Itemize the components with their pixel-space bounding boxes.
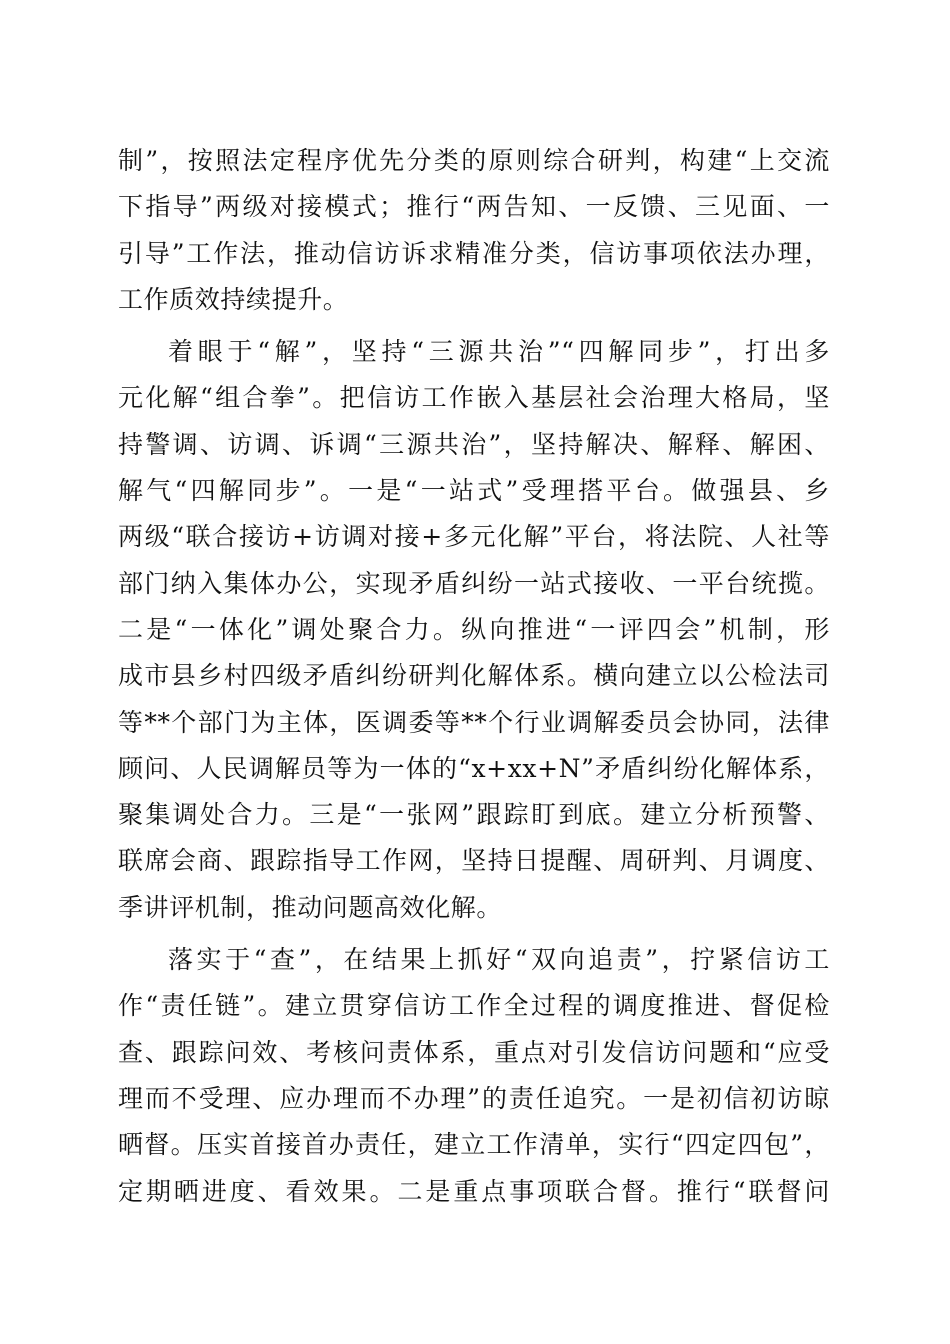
body-text [118, 138, 830, 1215]
text-line: 季讲评机制，推动问题高效化解。 [118, 892, 503, 922]
text-line: 查、跟踪问效、考核问责体系，重点对引发信访问题和“应受 [118, 1037, 830, 1067]
text-line: 定期晒进度、看效果。二是重点事项联合督。推行“联督问 [118, 1176, 830, 1206]
text-line: 持警调、访调、诉调“三源共治”，坚持解决、解释、解困、 [118, 429, 830, 459]
text-line: 工作质效持续提升。 [118, 284, 349, 314]
text-line: 元化解“组合拳”。把信访工作嵌入基层社会治理大格局，坚 [118, 383, 830, 413]
text-line: 作“责任链”。建立贯穿信访工作全过程的调度推进、督促检 [118, 991, 830, 1021]
text-line: 聚集调处合力。三是“一张网”跟踪盯到底。建立分析预警、 [118, 800, 830, 830]
text-line: 顾问、人民调解员等为一体的“x+xx+N”矛盾纠纷化解体系， [118, 753, 830, 783]
text-line: 着眼于“解”，坚持“三源共治”“四解同步”，打出多 [168, 337, 830, 367]
text-line: 二是“一体化”调处聚合力。纵向推进“一评四会”机制，形 [118, 614, 830, 644]
text-line: 两级“联合接访+访调对接+多元化解”平台，将法院、人社等 [118, 522, 830, 552]
text-line: 等**个部门为主体，医调委等**个行业调解委员会协同，法律 [118, 707, 830, 737]
text-line: 联席会商、跟踪指导工作网，坚持日提醒、周研判、月调度、 [118, 846, 830, 876]
text-line: 落实于“查”，在结果上抓好“双向追责”，拧紧信访工 [168, 945, 830, 975]
text-line: 制”，按照法定程序优先分类的原则综合研判，构建“上交流 [118, 146, 830, 175]
text-line: 晒督。压实首接首办责任，建立工作清单，实行“四定四包”， [118, 1130, 830, 1160]
text-line: 理而不受理、应办理而不办理”的责任追究。一是初信初访晾 [118, 1083, 830, 1113]
text-line: 引导”工作法，推动信访诉求精准分类，信访事项依法办理， [118, 238, 830, 268]
text-line: 解气“四解同步”。一是“一站式”受理搭平台。做强县、乡 [118, 476, 830, 506]
text-line: 下指导”两级对接模式；推行“两告知、一反馈、三见面、一 [118, 192, 830, 222]
text-line: 成市县乡村四级矛盾纠纷研判化解体系。横向建立以公检法司 [118, 661, 830, 691]
text-line: 部门纳入集体办公，实现矛盾纠纷一站式接收、一平台统揽。 [118, 568, 830, 598]
